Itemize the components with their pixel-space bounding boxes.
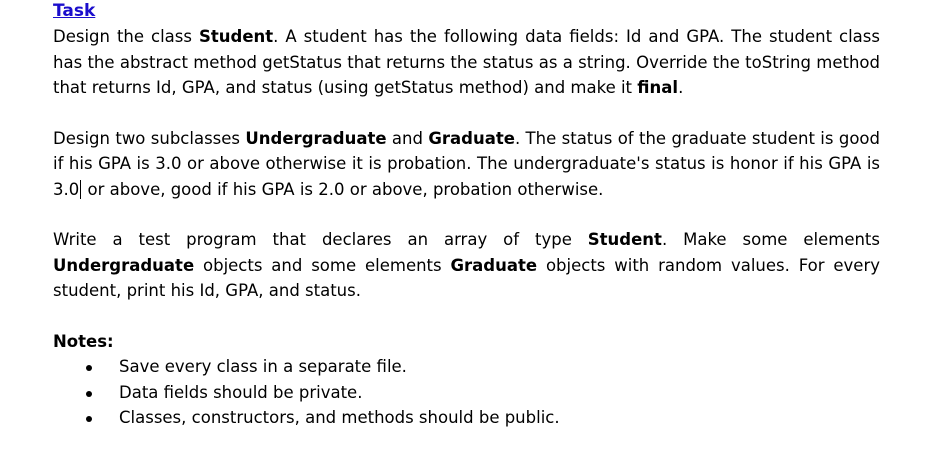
bold-term: final	[637, 78, 679, 97]
bullet-icon	[86, 365, 92, 371]
bold-term: Student	[587, 230, 662, 249]
bold-term: Undergraduate	[53, 255, 195, 275]
text: . The status of the graduate student is good if his GPA is 3.0 or above otherwise it is probation. The undergraduate's status is honor if his GPA is 3.0	[53, 128, 880, 199]
text: Design two subclasses	[53, 128, 246, 148]
document	[53, 0, 880, 431]
list-item	[53, 380, 880, 406]
bold-term: Graduate	[450, 255, 538, 275]
list-item	[53, 405, 880, 431]
bullet-icon	[86, 391, 92, 397]
note-text: Data fields should be private.	[119, 382, 363, 402]
text: .	[678, 78, 684, 97]
bold-term: Graduate	[428, 128, 515, 148]
text: . Make some elements	[661, 230, 880, 249]
paragraph-student-class	[53, 24, 880, 101]
bold-term: Student	[198, 27, 274, 46]
notes-list	[53, 354, 880, 431]
task-heading: Task	[53, 1, 96, 21]
notes-title: Notes:	[53, 331, 114, 351]
paragraph-test-program	[53, 227, 880, 304]
text: . A student has the following data fields: Id and GPA. The student class has the abstract method getStatus that returns the status as a string. Override the toString method that returns Id, GPA, and status (using getStatus method) and make it	[53, 27, 880, 97]
bullet-icon	[86, 416, 92, 422]
note-text: Classes, constructors, and methods should be public.	[119, 408, 560, 427]
text: objects and some elements	[194, 255, 451, 275]
text: Write a test program that declares an array of type	[53, 230, 588, 249]
text: objects with random values. For every student, print his Id, GPA, and status.	[53, 255, 880, 300]
text: or above, good if his GPA is 2.0 or above, probation otherwise.	[82, 179, 604, 199]
text: and	[386, 128, 429, 148]
text: Design the class	[53, 27, 199, 46]
bold-term: Undergraduate	[245, 128, 387, 148]
note-text: Save every class in a separate file.	[119, 357, 407, 376]
paragraph-subclasses	[53, 126, 880, 203]
list-item	[53, 354, 880, 380]
